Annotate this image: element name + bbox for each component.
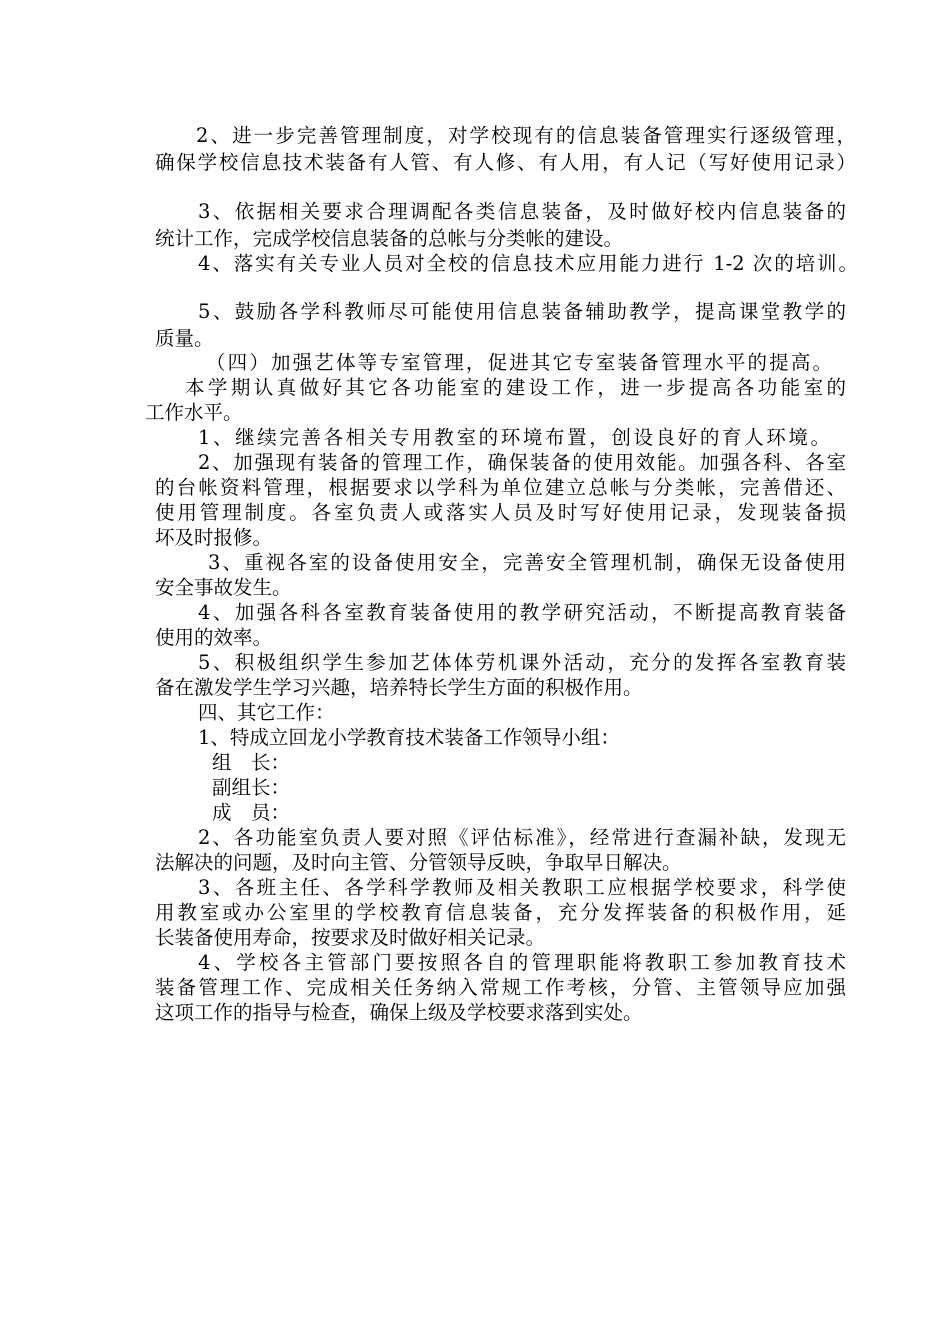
text-line: 2、各功能室负责人要对照《评估标准》，经常进行查漏补缺，发现无: [198, 826, 846, 849]
text-line: 2、加强现有装备的管理工作，确保装备的使用效能。加强各科、各室: [198, 451, 846, 474]
section-heading: 四、其它工作：: [198, 701, 335, 724]
text-line: 使用的效率。: [155, 626, 273, 649]
text-line: 4、加强各科各室教育装备使用的教学研究活动，不断提高教育装备: [198, 601, 846, 624]
text-line: 坏及时报修。: [155, 526, 273, 549]
text-line: 2、进一步完善管理制度，对学校现有的信息装备管理实行逐级管理，: [196, 124, 856, 147]
text-line: 这项工作的指导与检查，确保上级及学校要求落到实处。: [155, 1001, 643, 1024]
text-line: 3、依据相关要求合理调配各类信息装备，及时做好校内信息装备的: [198, 200, 846, 223]
deputy-leader-label: 副组长：: [212, 776, 291, 799]
text-line: 本学期认真做好其它各功能室的建设工作，进一步提高各功能室的: [185, 376, 846, 399]
text-line: 3、重视各室的设备使用安全，完善安全管理机制，确保无设备使用: [208, 551, 846, 574]
text-line: 工作水平。: [145, 401, 243, 424]
text-line: 确保学校信息技术装备有人管、有人修、有人用，有人记（写好使用记录）: [155, 151, 856, 174]
text-line: 长装备使用寿命，按要求及时做好相关记录。: [155, 926, 546, 949]
text-line: 使用管理制度。各室负责人或落实人员及时写好使用记录，发现装备损: [155, 501, 846, 524]
text-line: 安全事故发生。: [155, 576, 292, 599]
section-heading: （四）加强艺体等专室管理，促进其它专室装备管理水平的提高。: [206, 351, 832, 374]
text-line: 1、继续完善各相关专用教室的环境布置，创设良好的育人环境。: [198, 426, 830, 449]
text-line: 1、特成立回龙小学教育技术装备工作领导小组：: [198, 726, 620, 749]
text-line: 5、鼓励各学科教师尽可能使用信息装备辅助教学，提高课堂教学的: [198, 300, 846, 323]
members-label: 成 员：: [212, 801, 291, 824]
text-line: 法解决的问题，及时向主管、分管领导反映，争取早日解决。: [155, 851, 682, 874]
text-line: 4、落实有关专业人员对全校的信息技术应用能力进行 1-2 次的培训。: [198, 252, 858, 275]
text-line: 3、各班主任、各学科学教师及相关教职工应根据学校要求，科学使: [198, 876, 846, 899]
text-line: 5、积极组织学生参加艺体体劳机课外活动，充分的发挥各室教育装: [198, 651, 846, 674]
text-line: 用教室或办公室里的学校教育信息装备，充分发挥装备的积极作用，延: [155, 901, 846, 924]
text-line: 质量。: [155, 327, 214, 350]
text-line: 的台帐资料管理，根据要求以学科为单位建立总帐与分类帐，完善借还、: [155, 476, 846, 499]
text-line: 备在激发学生学习兴趣，培养特长学生方面的积极作用。: [155, 676, 643, 699]
text-line: 4、学校各主管部门要按照各自的管理职能将教职工参加教育技术: [198, 951, 846, 974]
text-line: 统计工作，完成学校信息装备的总帐与分类帐的建设。: [155, 227, 624, 250]
group-leader-label: 组 长：: [212, 751, 291, 774]
text-line: 装备管理工作、完成相关任务纳入常规工作考核，分管、主管领导应加强: [155, 976, 846, 999]
